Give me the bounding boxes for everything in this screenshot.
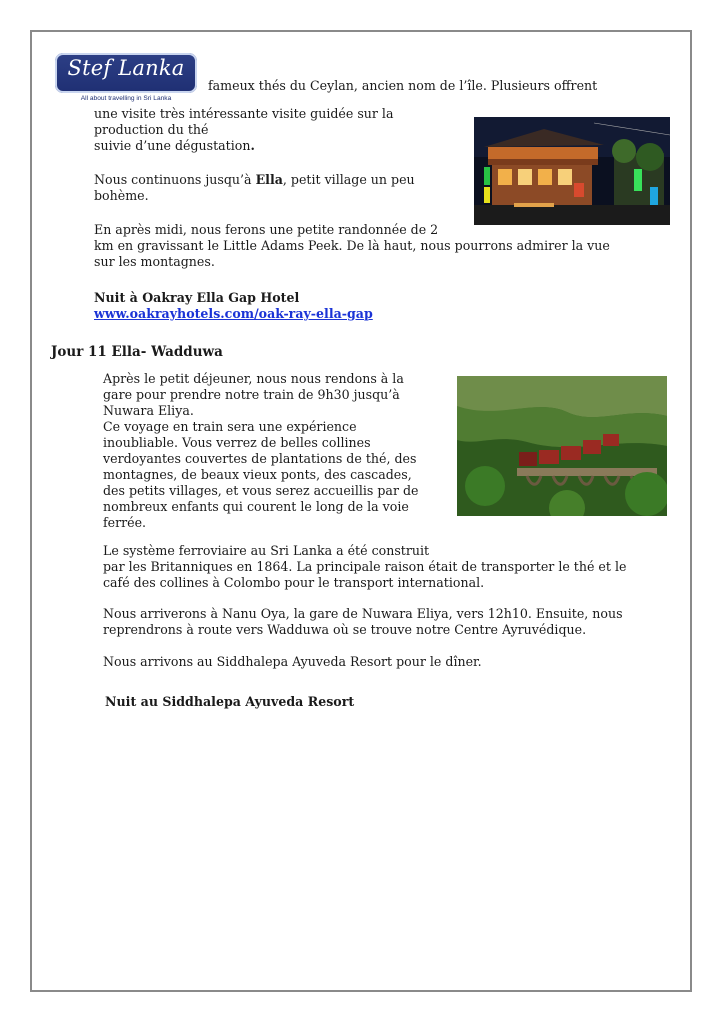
intro-line-1: fameux thés du Ceylan, ancien nom de l’île. Plusieurs offrent [208,78,598,93]
night-hotel-title: Nuit à Oakray Ella Gap Hotel [94,290,300,305]
day11-p1-line-5: inoubliable. Vous verrez de belles collines [103,435,371,450]
day11-p1-line-10: ferrée. [103,515,147,530]
logo-tagline: All about travelling in Sri Lanka [80,95,172,102]
logo-name: Stef Lanka [67,56,185,80]
day11-p2-line-1: Le système ferroviaire au Sri Lanka a été construit [103,543,430,558]
day11-p4: Nous arrivons au Siddhalepa Ayuveda Resort pour le dîner. [103,654,482,669]
hike-line-3: sur les montagnes. [94,254,215,269]
day11-p1-line-9: nombreux enfants qui courent le long de la voie [103,499,409,514]
day11-p1-line-7: montagnes, de beaux vieux ponts, des cascades, [103,467,412,482]
day11-p1-line-4: Ce voyage en train sera une expérience [103,419,357,434]
day11-p1-line-6: verdoyantes couvertes de plantations de thé, des [103,451,417,466]
day11-p1-line-8: des petits villages, et vous serez accueillis par de [103,483,419,498]
day11-p1-line-1: Après le petit déjeuner, nous nous rendons à la [103,371,404,386]
ella-suffix: , petit village un peu [282,172,415,187]
ella-place: Ella [255,172,283,187]
train-bridge-photo [457,376,667,516]
hike-line-1: En après midi, nous ferons une petite randonnée de 2 [94,222,439,237]
intro-line-4-period: . [250,138,255,153]
ella-line-2: bohème. [94,188,149,203]
day11-p3-line-2: reprendrons à route vers Wadduwa où se trouve notre Centre Ayruvédique. [103,622,587,637]
day11-p1-line-3: Nuwara Eliya. [103,403,194,418]
ella-prefix: Nous continuons jusqu’à [94,172,256,187]
intro-line-4-text: suivie d’une dégustation [94,138,251,153]
intro-line-2: une visite très intéressante visite guidée sur la [94,106,394,121]
hotel-link[interactable]: www.oakrayhotels.com/oak-ray-ella-gap [94,306,373,321]
ella-line-1 [94,172,415,189]
hike-line-2: km en gravissant le Little Adams Peek. De là haut, nous pourrons admirer la vue [94,238,610,253]
day11-p2-line-3: café des collines à Colombo pour le transport international. [103,575,485,590]
day11-p2-line-2: par les Britanniques en 1864. La principale raison était de transporter le thé et le [103,559,627,574]
train-bridge-illustration [457,376,667,516]
night-resort-title: Nuit au Siddhalepa Ayuveda Resort [105,694,355,709]
ella-village-photo [474,117,670,225]
intro-line-4 [94,138,255,155]
intro-line-3: production du thé [94,122,209,137]
stef-lanka-logo [55,53,197,105]
day11-p1-line-2: gare pour prendre notre train de 9h30 jusqu’à [103,387,400,402]
ella-village-illustration [474,117,670,225]
day11-p3-line-1: Nous arriverons à Nanu Oya, la gare de Nuwara Eliya, vers 12h10. Ensuite, nous [103,606,623,621]
day-11-heading: Jour 11 Ella- Wadduwa [51,344,223,360]
